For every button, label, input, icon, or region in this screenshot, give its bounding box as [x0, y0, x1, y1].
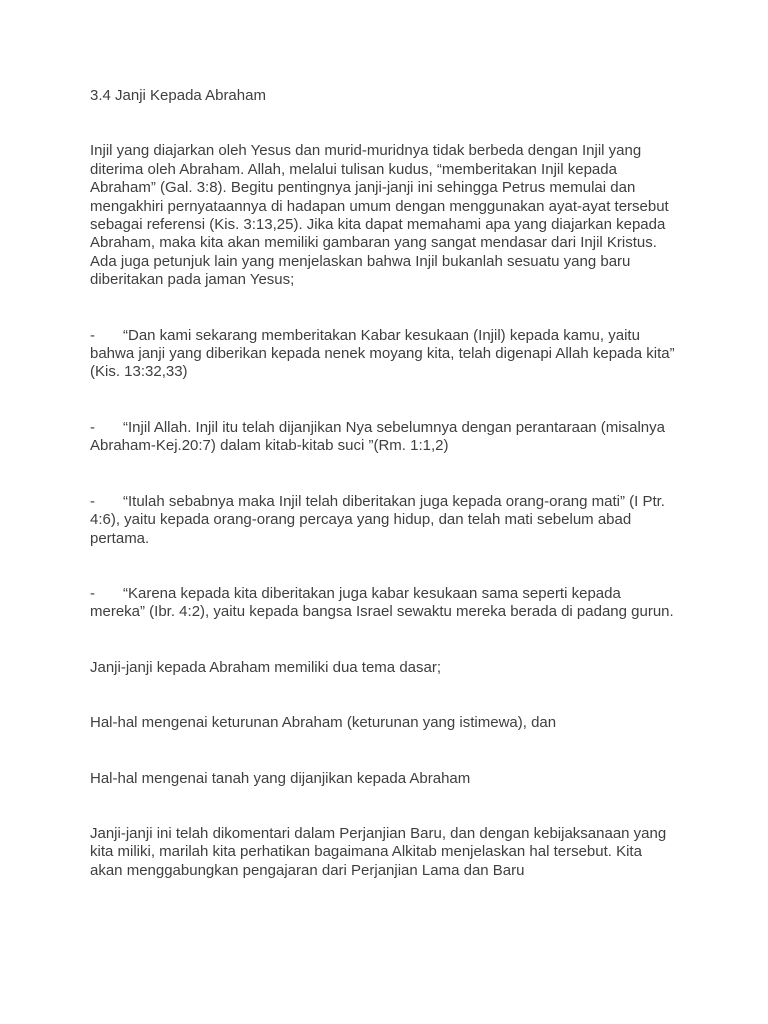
quote-dash-marker: - [90, 326, 95, 344]
quote-text: “Karena kepada kita diberitakan juga kabar kesukaan sama seperti kepada mereka” (Ibr. 4:2), yaitu kepada bangsa Israel sewaktu mereka berada di padang gurun. [90, 584, 674, 621]
intro-paragraph: Injil yang diajarkan oleh Yesus dan murid-muridnya tidak berbeda dengan Injil yang diterima oleh Abraham. Allah, melalui tulisan kudus, “memberitakan Injil kepada Abraham” (Gal. 3:8). Begitu pentingnya janji-janji ini sehingga Petrus memulai dan mengakhiri pernyataannya di hadapan umum dengan menggunakan ayat-ayat tersebut sebagai referensi (Kis. 3:13,25). Jika kita dapat memahami apa yang diajarkan kepada Abraham, maka kita akan memiliki gambaran yang sangat mendasar dari Injil Kristus. Ada juga petunjuk lain yang menjelaskan bahwa Injil bukanlah sesuatu yang baru diberitakan pada jaman Yesus; [90, 142, 669, 289]
quote-item [90, 493, 675, 548]
quote-dash-marker: - [90, 492, 95, 510]
document-content [90, 87, 675, 880]
statement-descendants: Hal-hal mengenai keturunan Abraham (keturunan yang istimewa), dan [90, 714, 557, 732]
statement-two-themes: Janji-janji kepada Abraham memiliki dua tema dasar; [90, 658, 442, 676]
quote-dash-marker: - [90, 584, 95, 602]
quote-text: “Itulah sebabnya maka Injil telah diberitakan juga kepada orang-orang mati” (I Ptr. 4:6), yaitu kepada orang-orang percaya yang hidup, dan telah mati sebelum abad pertama. [90, 492, 665, 547]
closing-paragraph: Janji-janji ini telah dikomentari dalam Perjanjian Baru, dan dengan kebijaksanaan yang kita miliki, marilah kita perhatikan bagaimana Alkitab menjelaskan hal tersebut. Kita akan menggabungkan pengajaran dari Perjanjian Lama dan Baru [90, 824, 667, 879]
quote-dash-marker: - [90, 418, 95, 436]
quote-text: “Dan kami sekarang memberitakan Kabar kesukaan (Injil) kepada kamu, yaitu bahwa janji yang diberikan kepada nenek moyang kita, telah digenapi Allah kepada kita” (Kis. 13:32,33) [90, 326, 675, 381]
statement-land: Hal-hal mengenai tanah yang dijanjikan kepada Abraham [90, 769, 471, 787]
quote-text: “Injil Allah. Injil itu telah dijanjikan Nya sebelumnya dengan perantaraan (misalnya Abraham-Kej.20:7) dalam kitab-kitab suci ”(Rm. 1:1,2) [90, 418, 665, 455]
quote-item [90, 327, 675, 382]
quote-item [90, 585, 675, 622]
section-heading: 3.4 Janji Kepada Abraham [90, 87, 266, 104]
quote-item [90, 419, 675, 456]
